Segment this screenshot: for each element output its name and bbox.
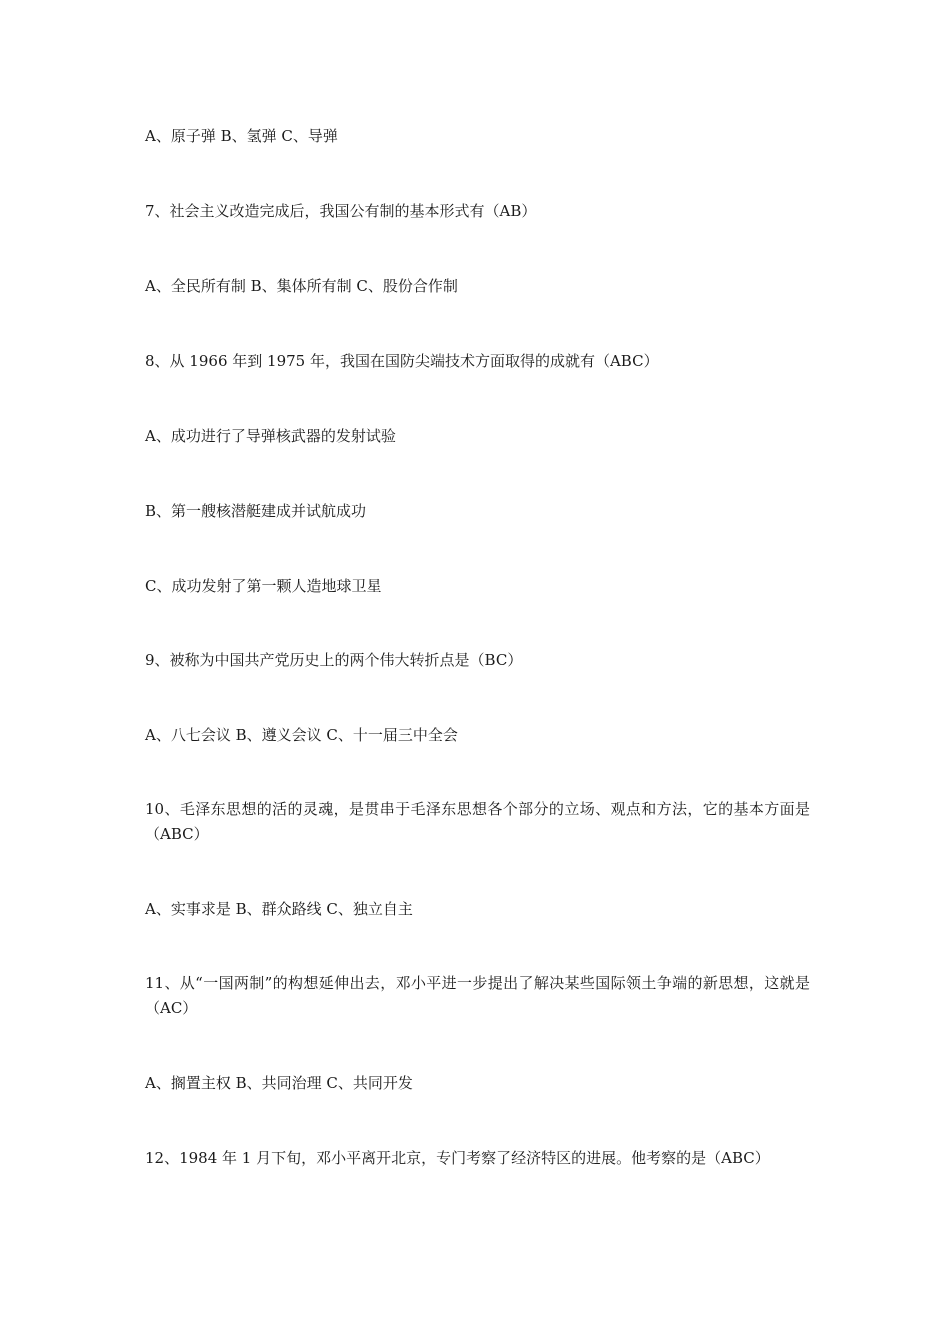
- answer-options-q10: A、实事求是 B、群众路线 C、独立自主: [145, 900, 413, 918]
- question-10: 10、毛泽东思想的活的灵魂，是贯串于毛泽东思想各个部分的立场、观点和方法，它的基本方面是（ABC）: [145, 800, 810, 843]
- answer-option-q8-b: B、第一艘核潜艇建成并试航成功: [145, 502, 367, 520]
- question-8: 8、从 1966 年到 1975 年，我国在国防尖端技术方面取得的成就有（ABC）: [145, 352, 659, 370]
- answer-options-q6: A、原子弹 B、氢弹 C、导弹: [145, 127, 338, 145]
- question-12: 12、1984 年 1 月下旬，邓小平离开北京，专门考察了经济特区的进展。他考察的是（ABC）: [145, 1149, 770, 1167]
- answer-options-q7: A、全民所有制 B、集体所有制 C、股份合作制: [145, 277, 458, 295]
- question-11: 11、从“一国两制”的构想延伸出去，邓小平进一步提出了解决某些国际领土争端的新思想，这就是（AC）: [145, 974, 810, 1017]
- question-9: 9、被称为中国共产党历史上的两个伟大转折点是（BC）: [145, 651, 523, 669]
- answer-option-q8-c: C、成功发射了第一颗人造地球卫星: [145, 577, 382, 595]
- answer-options-q9: A、八七会议 B、遵义会议 C、十一届三中全会: [145, 726, 458, 744]
- answer-options-q11: A、搁置主权 B、共同治理 C、共同开发: [145, 1074, 413, 1092]
- question-7: 7、社会主义改造完成后，我国公有制的基本形式有（AB）: [145, 202, 537, 220]
- answer-option-q8-a: A、成功进行了导弹核武器的发射试验: [145, 427, 396, 445]
